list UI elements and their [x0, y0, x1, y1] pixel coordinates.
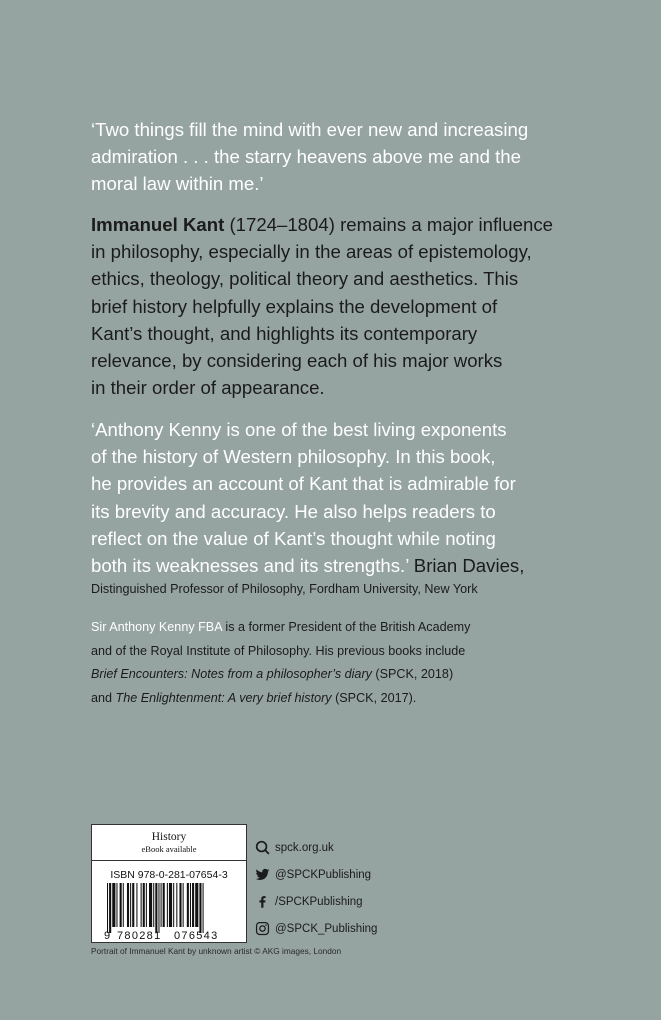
- barcode-bar: [163, 883, 165, 927]
- barcode-bar: [187, 883, 189, 927]
- endorser-affiliation: Distinguished Professor of Philosophy, Fordham University, New York: [91, 582, 478, 596]
- barcode-bar: [169, 883, 172, 927]
- instagram-icon: [255, 921, 270, 936]
- description-line: in their order of appearance.: [91, 377, 325, 399]
- category-label: History: [151, 831, 187, 843]
- description-line: in philosophy, especially in the areas of epistemology,: [91, 241, 532, 263]
- barcode-bar: [143, 883, 145, 927]
- facebook-icon: [255, 894, 270, 909]
- bio-line: and of the Royal Institute of Philosophy. His previous books include: [91, 643, 466, 658]
- barcode-bar: [112, 883, 115, 927]
- barcode-bar: [127, 883, 129, 927]
- quote-line: admiration . . . the starry heavens above me and the: [91, 146, 521, 168]
- quote-line: ‘Two things fill the mind with ever new and increasing: [91, 119, 529, 140]
- barcode: [103, 883, 235, 941]
- barcode-bar: [116, 883, 117, 927]
- barcode-bar: [120, 883, 122, 927]
- ebook-note: eBook available: [141, 844, 197, 854]
- barcode-bar: [190, 883, 191, 927]
- barcode-bar: [123, 883, 124, 927]
- endorsement-line: ‘Anthony Kenny is one of the best living exponents: [91, 419, 507, 440]
- endorser-name: Brian Davies,: [408, 555, 525, 577]
- barcode-bars: [107, 883, 204, 933]
- description-subject: Immanuel Kant: [91, 214, 225, 235]
- barcode-bar: [155, 883, 157, 933]
- instagram-handle: @SPCK_Publishing: [275, 922, 378, 935]
- bio-line1-rest: is a former President of the British Academy: [221, 620, 471, 634]
- barcode-bar: [136, 883, 137, 927]
- barcode-bar: [179, 883, 181, 927]
- author-bio: [91, 616, 571, 710]
- bio-line: [91, 663, 571, 687]
- book-title-brief-encounters: Brief Encounters: Notes from a philosopher’s diary: [91, 667, 372, 682]
- endorsement-line: he provides an account of Kant that is admirable for: [91, 473, 516, 495]
- bio-line: [91, 616, 571, 640]
- kant-quote: [91, 116, 571, 198]
- barcode-bar: [203, 883, 204, 933]
- barcode-bar: [158, 883, 159, 933]
- barcode-bar: [153, 883, 154, 927]
- social-twitter[interactable]: [255, 861, 455, 888]
- image-credit: Portrait of Immanuel Kant by unknown artist © AKG images, London: [91, 946, 342, 956]
- author-name: Sir Anthony Kenny FBA: [91, 620, 222, 634]
- description-line: [91, 211, 571, 238]
- endorsement-last-line: both its weaknesses and its strengths.’: [91, 555, 409, 577]
- barcode-bar: [132, 883, 134, 927]
- facebook-handle: /SPCKPublishing: [275, 895, 363, 908]
- barcode-divider: [92, 860, 246, 861]
- endorsement-line: its brevity and accuracy. He also helps readers to: [91, 500, 496, 522]
- twitter-handle: @SPCKPublishing: [275, 868, 372, 881]
- search-icon: [255, 840, 270, 855]
- barcode-bar: [146, 883, 147, 927]
- social-website[interactable]: [255, 834, 455, 861]
- social-instagram[interactable]: [255, 915, 455, 942]
- book-description: [91, 211, 571, 401]
- barcode-bar: [199, 883, 201, 933]
- barcode-bar: [173, 883, 174, 927]
- barcode-bar: [195, 883, 198, 927]
- website-text: spck.org.uk: [275, 841, 334, 854]
- endorsement-line: of the history of Western philosophy. In this book,: [91, 446, 496, 468]
- description-line: relevance, by considering each of his major works: [91, 350, 503, 372]
- barcode-bar: [167, 883, 168, 927]
- twitter-icon: [255, 867, 270, 882]
- barcode-bar: [109, 883, 111, 933]
- social-links: [255, 834, 455, 942]
- barcode-bar: [130, 883, 131, 927]
- social-facebook[interactable]: [255, 888, 455, 915]
- barcode-digit-first: 9: [104, 930, 111, 941]
- endorsement-line: [91, 552, 571, 579]
- barcode-bar: [107, 883, 108, 933]
- quote-line: moral law within me.’: [91, 173, 264, 195]
- book2-publisher: (SPCK, 2017).: [331, 690, 417, 705]
- description-line: ethics, theology, political theory and aesthetics. This: [91, 268, 519, 290]
- barcode-digits-right: 076543: [174, 930, 219, 941]
- description-line: Kant’s thought, and highlights its contemporary: [91, 322, 478, 344]
- barcode-label: [91, 824, 247, 943]
- isbn-text: ISBN 978-0-281-07654-3: [110, 869, 228, 881]
- barcode-bar: [161, 883, 162, 927]
- bio-line4-prefix: and: [91, 690, 116, 705]
- bio-line: [91, 687, 571, 711]
- description-first-line-rest: (1724–1804) remains a major influence: [224, 214, 553, 235]
- barcode-bar: [183, 883, 184, 927]
- barcode-bar: [149, 883, 152, 927]
- endorsement-line: reflect on the value of Kant’s thought while noting: [91, 527, 496, 549]
- book-title-enlightenment: The Enlightenment: A very brief history: [115, 690, 332, 705]
- barcode-bar: [192, 883, 194, 927]
- endorsement-quote: [91, 416, 571, 579]
- barcode-digits-left: 780281: [117, 930, 162, 941]
- book1-publisher: (SPCK, 2018): [371, 667, 454, 682]
- barcode-bar: [176, 883, 177, 927]
- description-line: brief history helpfully explains the development of: [91, 295, 498, 317]
- barcode-bar: [141, 883, 142, 927]
